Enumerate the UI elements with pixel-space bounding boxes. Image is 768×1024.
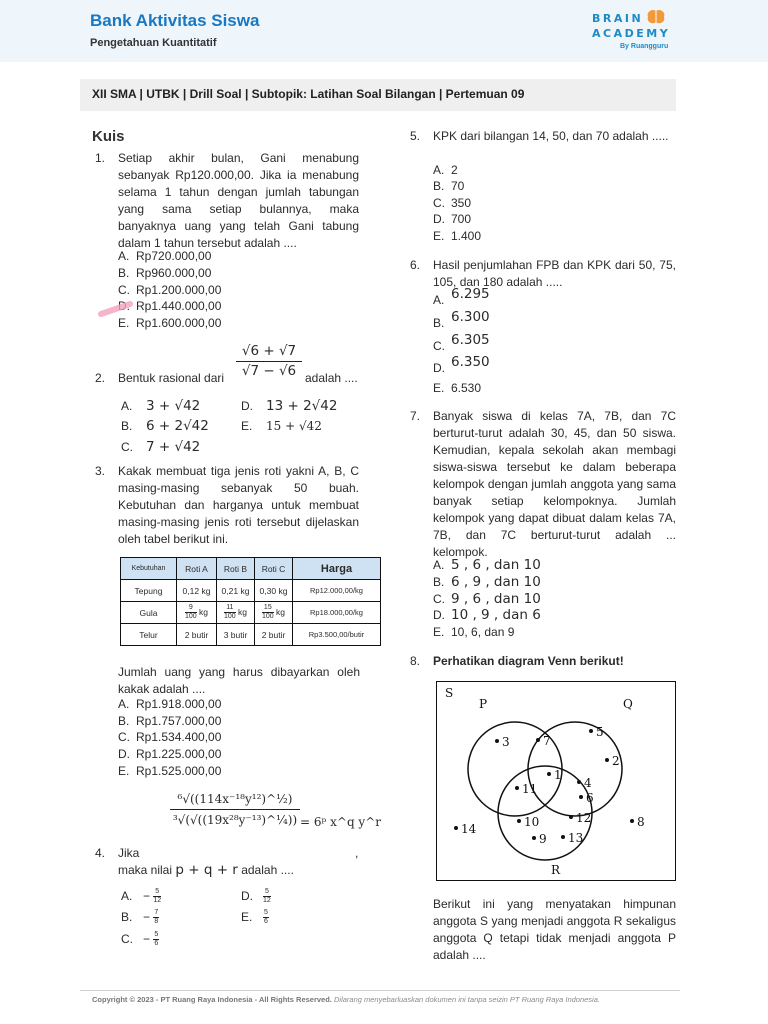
option-b[interactable] [121, 418, 209, 435]
question-text: Jika [118, 846, 140, 860]
option-letter: D. [241, 889, 253, 903]
element-label: 13 [568, 831, 584, 845]
option-letter: B. [433, 575, 445, 589]
element-label: 4 [584, 776, 592, 790]
element-label: 2 [612, 754, 620, 768]
option-letter: E. [118, 764, 130, 778]
option-letter: E. [433, 229, 445, 243]
option-c[interactable] [121, 439, 200, 456]
table-cell: $\frac{9}{100}$ kg [177, 602, 217, 624]
element-dot [454, 826, 458, 830]
option-letter: C. [121, 440, 133, 454]
question-text: Banyak siswa di kelas 7A, 7B, dan 7C berturut-turut adalah 30, 45, dan 50 siswa. Kemudian, kepala sekolah akan membagi siswa-siswa tersebut ke dalam beberapa kelompok dengan jumlah anggota yang sama banyak setiap kelompoknya. Jumlah kelompok yang dapat dibuat dalam kelas 7A, 7B, dan 7C berturut-turut adalah ... kelompok. [433, 409, 676, 559]
header-subtitle: Pengetahuan Kuantitatif [90, 37, 217, 49]
footer [92, 995, 600, 1004]
option-text: Rp1.600.000,00 [136, 316, 222, 330]
option-letter: C. [118, 730, 130, 744]
option-d[interactable] [433, 354, 490, 377]
option-letter: D. [118, 747, 130, 761]
option-text: 3 + √42 [146, 398, 201, 414]
option-text: 350 [451, 196, 472, 210]
option-letter: C. [118, 283, 130, 297]
option-letter: D. [241, 399, 253, 413]
element-label: 9 [539, 832, 547, 846]
option-a[interactable] [118, 248, 211, 265]
option-text: Rp1.757.000,00 [136, 714, 222, 728]
option-d[interactable] [433, 211, 471, 228]
question-number: 5. [410, 129, 421, 143]
fraction-denominator: √7 − √6 [241, 363, 297, 379]
option-a[interactable]: A. − $\frac{5}{12}$ [121, 888, 162, 905]
logo-line-3: By Ruangguru [620, 43, 669, 50]
element-label: 5 [596, 725, 604, 739]
option-text: 70 [451, 179, 465, 193]
option-a[interactable] [433, 162, 458, 179]
table-cell: $\frac{15}{100}$ kg [255, 602, 293, 624]
option-text: Rp1.525.000,00 [136, 764, 222, 778]
table-row [121, 602, 381, 624]
element-dot [532, 836, 536, 840]
option-text: 6.295 [451, 286, 490, 302]
option-e[interactable] [433, 380, 481, 397]
option-text: 5 , 6 , dan 10 [451, 557, 541, 573]
option-c[interactable] [433, 332, 490, 355]
option-letter: D. [433, 361, 445, 375]
question-text: Bentuk rasional dari [118, 371, 225, 385]
highlight-mark [98, 300, 134, 318]
table-cell: 0,30 kg [255, 580, 293, 602]
question-4 [95, 845, 140, 862]
option-c[interactable] [433, 195, 471, 212]
element-dot [630, 819, 634, 823]
element-dot [495, 739, 499, 743]
option-b[interactable] [433, 178, 464, 195]
option-d[interactable] [241, 398, 337, 415]
option-c[interactable] [118, 729, 221, 746]
option-c[interactable] [433, 591, 541, 608]
option-text: 6 + 2√42 [146, 418, 209, 434]
fraction-denominator: ³√(√((19x²⁸y⁻¹³)^¼)) [172, 813, 298, 827]
footer-divider [80, 990, 680, 991]
option-letter: C. [433, 196, 445, 210]
section-title: Kuis [92, 128, 125, 145]
comma: , [355, 846, 359, 860]
option-letter: B. [121, 910, 133, 924]
question-3-after-text: Jumlah uang yang harus dibayarkan oleh kakak adalah .... [118, 665, 360, 696]
option-a[interactable] [118, 696, 221, 713]
option-letter: C. [433, 339, 445, 353]
table-header-cell: Kebutuhan [121, 558, 177, 580]
option-text: 6 , 9 , dan 10 [451, 574, 541, 590]
question-number: 3. [95, 464, 106, 478]
option-b[interactable] [433, 574, 541, 591]
option-text: 15 + √42 [266, 419, 322, 433]
element-label: 8 [637, 815, 645, 829]
option-d[interactable] [433, 607, 541, 624]
option-text: 1.400 [451, 229, 482, 243]
option-b[interactable] [118, 713, 221, 730]
option-letter: C. [121, 932, 133, 946]
option-b[interactable]: B. − $\frac{7}{8}$ [121, 909, 159, 926]
table-header-row [121, 558, 381, 580]
table-cell: 0,21 kg [217, 580, 255, 602]
set-label: R [551, 863, 561, 877]
element-dot [547, 772, 551, 776]
question-3 [95, 463, 359, 549]
option-text: Rp960.000,00 [136, 266, 212, 280]
option-letter: E. [433, 381, 445, 395]
question-number: 4. [95, 846, 106, 860]
question-number: 1. [95, 151, 106, 165]
table-cell: $\frac{11}{100}$ kg [217, 602, 255, 624]
table-header-cell: Roti B [217, 558, 255, 580]
option-d[interactable] [118, 746, 221, 763]
bread-table [120, 557, 381, 646]
element-dot [561, 835, 565, 839]
question-number: 8. [410, 654, 421, 668]
option-letter: A. [433, 293, 445, 307]
option-text: 2 [451, 163, 458, 177]
option-a[interactable] [121, 398, 200, 415]
option-letter: E. [241, 910, 253, 924]
table-cell: Tepung [121, 580, 177, 602]
question-number: 6. [410, 258, 421, 272]
question-number: 2. [95, 371, 106, 385]
option-a[interactable] [433, 286, 490, 309]
question-7 [410, 408, 676, 558]
table-header-cell: Roti A [177, 558, 217, 580]
option-c[interactable] [118, 282, 221, 299]
fraction-numerator: ⁶√((114x⁻¹⁸y¹²)^½) [170, 790, 300, 810]
table-cell: Telur [121, 624, 177, 646]
table-cell: Rp12.000,00/kg [293, 580, 381, 602]
table-cell: 2 butir [177, 624, 217, 646]
element-label: 6 [586, 791, 594, 805]
option-letter: A. [118, 697, 130, 711]
question-text: Setiap akhir bulan, Gani menabung sebanyak Rp120.000,00. Jika ia menabung selama 1 tahun dengan jumlah tabungan yang sama setiap bulannya, maka banyaknya uang yang telah Gani tabung dalam 1 tahun tersebut adalah .... [118, 151, 359, 250]
question-text: Kakak membuat tiga jenis roti yakni A, B, C masing-masing sebanyak 50 buah. Kebutuhan dan harganya untuk membuat masing-masing jenis roti tersebut dijelaskan oleh tabel berikut ini. [118, 464, 359, 546]
option-text: Rp1.534.400,00 [136, 730, 222, 744]
element-dot [569, 815, 573, 819]
option-text: Rp1.200.000,00 [136, 283, 222, 297]
option-text: 6.530 [451, 381, 482, 395]
question-text: Hasil penjumlahan FPB dan KPK dari 50, 75, 105, dan 180 adalah ..... [433, 258, 676, 289]
table-header-cell: Roti C [255, 558, 293, 580]
logo-line-2: ACADEMY [592, 27, 671, 40]
option-e[interactable] [241, 418, 322, 435]
option-text: 10, 6, dan 9 [451, 625, 515, 639]
option-letter: A. [433, 163, 445, 177]
option-text: Rp1.225.000,00 [136, 747, 222, 761]
option-b[interactable] [118, 265, 211, 282]
table-cell: Rp18.000,00/kg [293, 602, 381, 624]
table-header-cell: Harga [293, 558, 381, 580]
question-text: maka nilai [118, 863, 173, 877]
option-a[interactable] [433, 557, 541, 574]
option-text: 700 [451, 212, 472, 226]
option-letter: A. [121, 889, 133, 903]
option-text: 6.300 [451, 309, 490, 325]
question-number: 7. [410, 409, 421, 423]
option-e[interactable] [118, 763, 221, 780]
element-dot [579, 795, 583, 799]
option-text: 6.305 [451, 332, 490, 348]
option-c[interactable]: C. − $\frac{5}{6}$ [121, 931, 159, 948]
brain-icon [644, 8, 668, 26]
table-cell: 2 butir [255, 624, 293, 646]
option-letter: E. [118, 316, 130, 330]
option-e[interactable] [433, 624, 514, 641]
option-letter: A. [121, 399, 133, 413]
question-2-suffix: adalah .... [305, 371, 358, 385]
table-cell: 3 butir [217, 624, 255, 646]
question-text: KPK dari bilangan 14, 50, dan 70 adalah ..... [433, 129, 669, 143]
option-e[interactable]: E. $\frac{5}{6}$ [241, 909, 268, 926]
venn-diagram [436, 681, 676, 881]
question-5 [410, 128, 676, 162]
footer-copyright: Copyright © 2023 - PT Ruang Raya Indonesia - All Rights Reserved. [92, 995, 332, 1004]
fraction-numerator: √6 + √7 [236, 343, 302, 362]
brain-academy-logo [590, 8, 680, 54]
logo-line-1: BRAIN [592, 12, 644, 25]
option-letter: A. [433, 558, 445, 572]
universe-label: S [445, 686, 454, 700]
option-text: 7 + √42 [146, 439, 201, 455]
breadcrumb: XII SMA | UTBK | Drill Soal | Subtopik: Latihan Soal Bilangan | Pertemuan 09 [80, 79, 676, 111]
option-text: 6.350 [451, 354, 490, 370]
set-label: P [479, 697, 488, 711]
equation-rhs: = 6ᵖ x^q y^r [300, 815, 382, 829]
question-1 [95, 150, 359, 250]
option-letter: B. [118, 266, 130, 280]
option-letter: A. [118, 249, 130, 263]
element-label: 3 [502, 735, 510, 749]
question-8-after-text: Berikut ini yang menyatakan himpunan anggota S yang menjadi anggota R sekaligus anggota Q tetapi tidak menjadi anggota P adalah .... [433, 897, 676, 962]
table-row [121, 580, 381, 602]
set-label: Q [623, 697, 633, 711]
table-cell: Gula [121, 602, 177, 624]
question-6 [410, 257, 676, 291]
table-cell: Rp3.500,00/butir [293, 624, 381, 646]
footer-notice: Dilarang menyebarluaskan dokumen ini tanpa seizin PT Ruang Raya Indonesia. [333, 995, 600, 1004]
math-expression: p + q + r [175, 862, 238, 878]
element-dot [605, 758, 609, 762]
element-label: 1 [554, 768, 562, 782]
question-text: adalah .... [241, 863, 294, 877]
option-letter: B. [121, 419, 133, 433]
question-4-line2 [118, 862, 294, 879]
header-title: Bank Aktivitas Siswa [90, 11, 260, 30]
question-8 [410, 653, 676, 670]
element-label: 12 [576, 811, 592, 825]
option-text: 13 + 2√42 [266, 398, 338, 414]
element-dot [577, 780, 581, 784]
element-dot [517, 819, 521, 823]
table-cell: 0,12 kg [177, 580, 217, 602]
page-header [0, 0, 768, 62]
option-text: Rp1.440.000,00 [136, 299, 222, 313]
option-text: 9 , 6 , dan 10 [451, 591, 541, 607]
element-label: 10 [524, 815, 540, 829]
option-letter: D. [433, 212, 445, 226]
option-letter: E. [433, 625, 445, 639]
option-d[interactable]: D. $\frac{5}{12}$ [241, 888, 271, 905]
element-label: 14 [461, 822, 477, 836]
element-label: 7 [543, 734, 551, 748]
element-dot [515, 786, 519, 790]
option-letter: D. [433, 608, 445, 622]
option-letter: B. [433, 316, 445, 330]
radical-fraction [170, 790, 300, 827]
element-dot [589, 729, 593, 733]
option-text: Rp1.918.000,00 [136, 697, 222, 711]
element-dot [536, 738, 540, 742]
option-text: 10 , 9 , dan 6 [451, 607, 541, 623]
option-b[interactable] [433, 309, 490, 332]
question-text: Perhatikan diagram Venn berikut! [433, 654, 624, 668]
option-letter: B. [118, 714, 130, 728]
option-letter: B. [433, 179, 445, 193]
element-label: 11 [522, 782, 538, 796]
option-text: Rp720.000,00 [136, 249, 212, 263]
option-e[interactable] [433, 228, 481, 245]
table-row [121, 624, 381, 646]
option-letter: E. [241, 419, 253, 433]
option-letter: C. [433, 592, 445, 606]
rational-fraction [236, 343, 302, 379]
